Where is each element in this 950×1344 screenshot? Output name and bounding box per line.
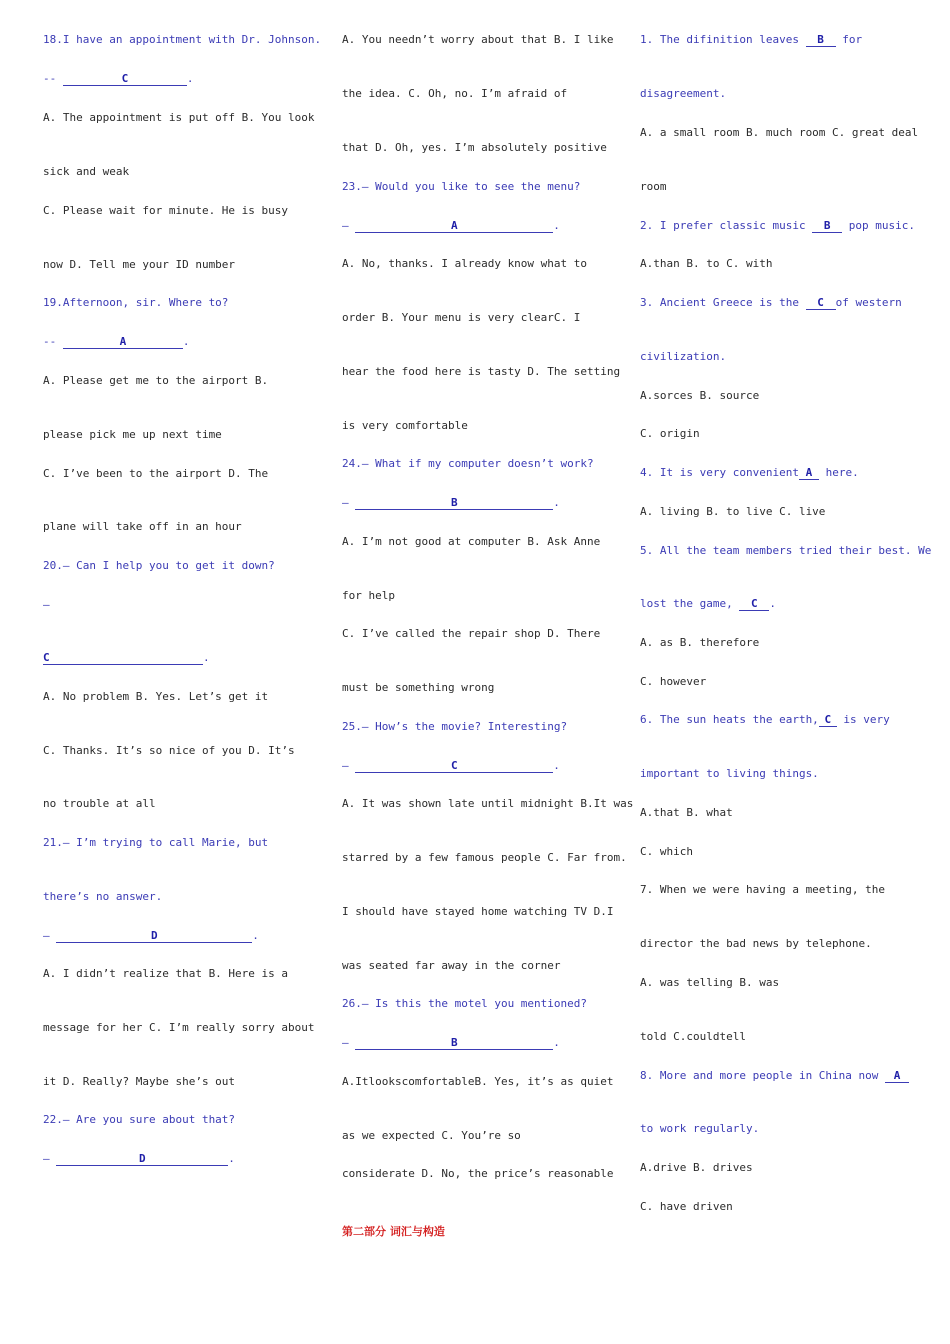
answer-end: .: [228, 1152, 235, 1165]
answer-blank: B: [355, 1037, 553, 1050]
option-line: told C.couldtell: [640, 1030, 746, 1043]
vocab-1-line-2: disagreement.: [640, 87, 727, 100]
option-line: A. It was shown late until midnight B.It was: [342, 797, 634, 810]
answer-blank: A: [355, 220, 553, 233]
question-text: here.: [818, 466, 859, 479]
option-line: A.drive B. drives: [640, 1161, 753, 1174]
question-21-answer-line: [43, 929, 259, 943]
option-line: the idea. C. Oh, no. I’m afraid of: [342, 87, 568, 100]
vocab-7-line: 7. When we were having a meeting, the: [640, 883, 886, 896]
question-24-title: 24.— What if my computer doesn’t work?: [342, 457, 594, 470]
option-line: C. origin: [640, 427, 700, 440]
dash: —: [342, 219, 349, 232]
question-text: 2. I prefer classic music: [640, 219, 813, 232]
option-line: C. which: [640, 845, 693, 858]
question-text: 8. More and more people in China now: [640, 1069, 886, 1082]
answer-blank: A: [63, 336, 183, 349]
option-line: A.sorces B. source: [640, 389, 760, 402]
option-line: A. was telling B. was: [640, 976, 780, 989]
answer-blank: B: [806, 34, 836, 47]
question-18-answer-line: [43, 72, 194, 86]
option-line: now D. Tell me your ID number: [43, 258, 236, 271]
option-line: must be something wrong: [342, 681, 495, 694]
question-text: for: [835, 33, 863, 46]
vocab-7-line-2: director the bad news by telephone.: [640, 937, 872, 950]
option-line: sick and weak: [43, 165, 130, 178]
answer-end: .: [182, 335, 190, 348]
question-25-title: 25.— How’s the movie? Interesting?: [342, 720, 568, 733]
answer-blank: B: [812, 220, 842, 233]
question-22-title: 22.— Are you sure about that?: [43, 1113, 236, 1126]
option-line: A. You needn’t worry about that B. I like: [342, 33, 614, 46]
question-26-title: 26.— Is this the motel you mentioned?: [342, 997, 588, 1010]
option-line: A. No, thanks. I already know what to: [342, 257, 588, 270]
option-line: plane will take off in an hour: [43, 520, 242, 533]
option-line: starred by a few famous people C. Far from.: [342, 851, 627, 864]
option-line: A. Please get me to the airport B.: [43, 374, 269, 387]
option-line: A. as B. therefore: [640, 636, 760, 649]
dash: —: [342, 1036, 349, 1049]
answer-end: .: [203, 651, 210, 664]
option-line: is very comfortable: [342, 419, 468, 432]
dash: —: [43, 598, 50, 611]
question-23-title: 23.— Would you like to see the menu?: [342, 180, 581, 193]
answer-blank: A: [799, 467, 819, 480]
option-line: order B. Your menu is very clearC. I: [342, 311, 581, 324]
question-26-answer-line: [342, 1036, 560, 1050]
question-21-title-cont: there’s no answer.: [43, 890, 163, 903]
question-20-answer-line: [43, 651, 210, 665]
option-line: hear the food here is tasty D. The setting: [342, 365, 621, 378]
answer-blank: B: [355, 497, 553, 510]
option-line: C. however: [640, 675, 707, 688]
dash: —: [43, 929, 50, 942]
dash: --: [43, 72, 57, 85]
option-line: as we expected C. You’re so: [342, 1129, 521, 1142]
option-line: C. Thanks. It’s so nice of you D. It’s: [43, 744, 295, 757]
option-line: A. I’m not good at computer B. Ask Anne: [342, 535, 601, 548]
answer-end: .: [186, 72, 194, 85]
option-line: that D. Oh, yes. I’m absolutely positive: [342, 141, 607, 154]
option-line: message for her C. I’m really sorry about: [43, 1021, 315, 1034]
option-line: A. I didn’t realize that B. Here is a: [43, 967, 289, 980]
option-line: no trouble at all: [43, 797, 156, 810]
answer-end: .: [553, 1036, 560, 1049]
vocab-3-line: [640, 296, 902, 310]
question-text: is very: [836, 713, 890, 726]
question-25-answer-line: [342, 759, 560, 773]
answer-blank: A: [885, 1070, 909, 1083]
dash: —: [342, 759, 349, 772]
section-heading: 第二部分 词汇与构造: [342, 1225, 445, 1238]
dash: —: [43, 1152, 50, 1165]
option-line: C. Please wait for minute. He is busy: [43, 204, 289, 217]
question-text: 6. The sun heats the earth,: [640, 713, 819, 726]
vocab-6-line: [640, 713, 890, 727]
option-line: considerate D. No, the price’s reasonable: [342, 1167, 614, 1180]
option-line: please pick me up next time: [43, 428, 222, 441]
option-line: A. The appointment is put off B. You look: [43, 111, 315, 124]
question-22-answer-line: [43, 1152, 235, 1166]
question-20-title: 20.— Can I help you to get it down?: [43, 559, 275, 572]
question-19-title: 19.Afternoon, sir. Where to?: [43, 296, 229, 309]
vocab-8-line-2: to work regularly.: [640, 1122, 760, 1135]
option-line: A.that B. what: [640, 806, 733, 819]
vocab-4-line: [640, 466, 859, 480]
option-line: was seated far away in the corner: [342, 959, 561, 972]
option-line: C. have driven: [640, 1200, 733, 1213]
dash: --: [43, 335, 57, 348]
vocab-8-line: [640, 1069, 909, 1083]
question-text: 4. It is very convenient: [640, 466, 799, 479]
option-line: C. I’ve called the repair shop D. There: [342, 627, 601, 640]
answer-blank: D: [56, 930, 252, 943]
answer-end: .: [252, 929, 259, 942]
question-19-answer-line: [43, 335, 190, 349]
question-text: .: [769, 597, 776, 610]
question-18-title: 18.I have an appointment with Dr. Johnson.: [43, 33, 322, 46]
answer-end: .: [553, 219, 560, 232]
vocab-5-line: 5. All the team members tried their best. We: [640, 544, 932, 557]
vocab-2-line: [640, 219, 915, 233]
vocab-1-line: [640, 33, 862, 47]
answer-end: .: [553, 759, 560, 772]
option-line: it D. Really? Maybe she’s out: [43, 1075, 236, 1088]
option-line: I should have stayed home watching TV D.I: [342, 905, 614, 918]
answer-blank: C: [819, 714, 837, 727]
question-24-answer-line: [342, 496, 560, 510]
vocab-5-line-2: [640, 597, 776, 611]
answer-end: .: [553, 496, 560, 509]
vocab-3-line-2: civilization.: [640, 350, 727, 363]
option-line: room: [640, 180, 667, 193]
option-line: A. living B. to live C. live: [640, 505, 826, 518]
option-line: A. No problem B. Yes. Let’s get it: [43, 690, 269, 703]
option-line: A.ItlookscomfortableB. Yes, it’s as quiet: [342, 1075, 614, 1088]
option-line: A. a small room B. much room C. great deal: [640, 126, 919, 139]
answer-blank: C: [355, 760, 553, 773]
option-line: A.than B. to C. with: [640, 257, 773, 270]
question-21-title: 21.— I’m trying to call Marie, but: [43, 836, 269, 849]
vocab-6-line-2: important to living things.: [640, 767, 819, 780]
answer-blank: C: [63, 73, 187, 86]
answer-blank: C: [806, 297, 836, 310]
question-text: 3. Ancient Greece is the: [640, 296, 806, 309]
answer-blank: C: [739, 598, 769, 611]
question-23-answer-line: [342, 219, 560, 233]
question-text: 1. The difinition leaves: [640, 33, 806, 46]
dash: —: [342, 496, 349, 509]
question-text: lost the game,: [640, 597, 740, 610]
answer-blank: D: [56, 1153, 228, 1166]
option-line: C. I’ve been to the airport D. The: [43, 467, 269, 480]
question-text: of western: [835, 296, 902, 309]
option-line: for help: [342, 589, 395, 602]
answer-blank: C: [43, 652, 203, 665]
question-text: pop music.: [842, 219, 916, 232]
